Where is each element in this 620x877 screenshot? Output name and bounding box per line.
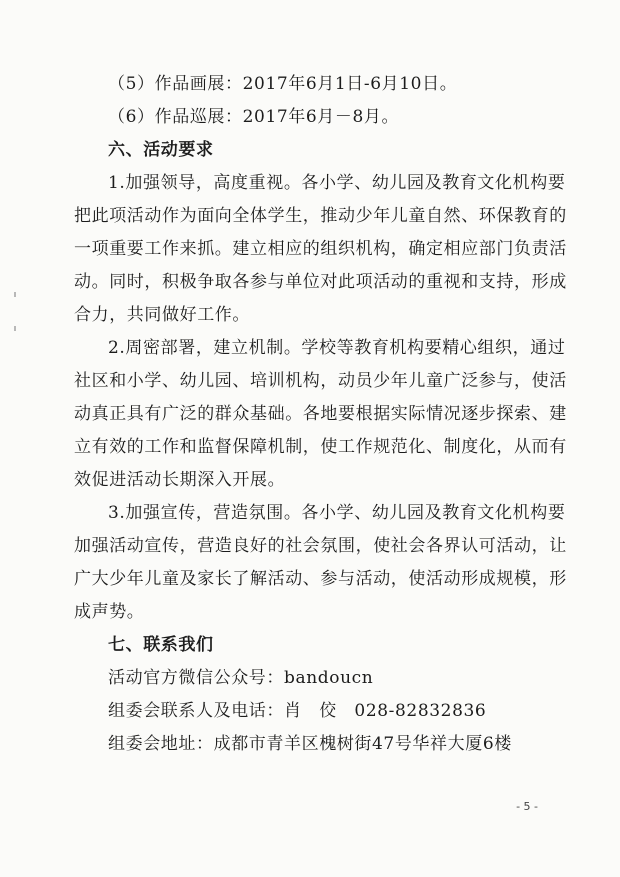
contact-list: [74, 662, 554, 761]
paragraph-line: 一项重要工作来抓。建立相应的组织机构，确定相应部门负责活: [74, 239, 567, 259]
document-body: [74, 68, 567, 761]
page-number: - 5 -: [516, 800, 538, 813]
margin-mark: [14, 326, 16, 331]
contact-address: 组委会地址：成都市青羊区槐树街47号华祥大厦6楼: [108, 734, 512, 754]
schedule-item: （5）作品画展：2017年6月1日-6月10日。: [108, 74, 458, 94]
section-heading-contact: 七、联系我们: [108, 635, 214, 655]
requirement-paragraph-2: [74, 332, 567, 497]
paragraph-line: 3.加强宣传，营造氛围。各小学、幼儿园及教育文化机构要: [108, 503, 566, 523]
paragraph-line: 效促进活动长期深入开展。: [74, 470, 286, 490]
margin-mark: [14, 292, 16, 297]
paragraph-line: 广大少年儿童及家长了解活动、参与活动，使活动形成规模，形: [74, 569, 567, 589]
paragraph-line: 动真正具有广泛的群众基础。各地要根据实际情况逐步探索、建: [74, 404, 567, 424]
paragraph-line: 2.周密部署，建立机制。学校等教育机构要精心组织，通过: [108, 338, 566, 358]
paragraph-line: 动。同时，积极争取各参与单位对此项活动的重视和支持，形成: [74, 272, 567, 292]
paragraph-line: 1.加强领导，高度重视。各小学、幼儿园及教育文化机构要: [108, 173, 566, 193]
paragraph-line: 合力，共同做好工作。: [74, 305, 250, 325]
paragraph-line: 立有效的工作和监督保障机制，使工作规范化、制度化，从而有: [74, 437, 567, 457]
contact-phone: 组委会联系人及电话：肖 佼 028-82832836: [108, 701, 487, 721]
requirement-paragraph-3: [74, 497, 567, 629]
paragraph-line: 把此项活动作为面向全体学生，推动少年儿童自然、环保教育的: [74, 206, 567, 226]
paragraph-line: 加强活动宣传，营造良好的社会氛围，使社会各界认可活动，让: [74, 536, 567, 556]
requirement-paragraph-1: [74, 167, 567, 332]
paragraph-line: 社区和小学、幼儿园、培训机构，动员少年儿童广泛参与，使活: [74, 371, 567, 391]
schedule-item: （6）作品巡展：2017年6月－8月。: [108, 107, 400, 127]
contact-wechat: 活动官方微信公众号：bandoucn: [108, 668, 374, 688]
paragraph-line: 成声势。: [74, 602, 145, 622]
section-heading-requirements: 六、活动要求: [108, 140, 214, 160]
